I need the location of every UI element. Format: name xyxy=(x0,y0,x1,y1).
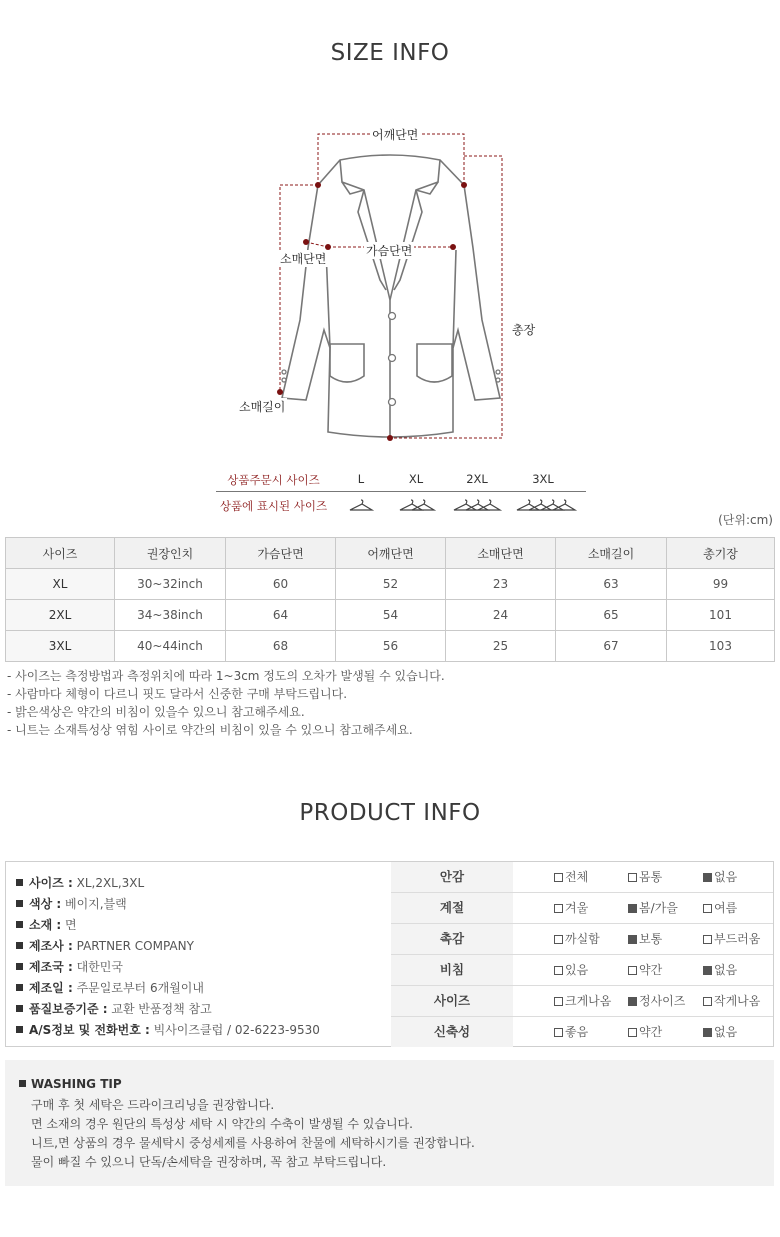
property-label: 계절 xyxy=(391,893,513,923)
table-cell: 56 xyxy=(336,631,446,662)
spec-value: 교환 반품정책 참고 xyxy=(111,1002,212,1016)
header-cell: 소매길이 xyxy=(556,538,667,569)
property-option xyxy=(628,924,662,954)
header-cell: 사이즈 xyxy=(6,538,115,569)
spec-key: 색상 : xyxy=(29,897,62,911)
size-l: L xyxy=(357,472,365,486)
square-bullet-icon xyxy=(16,921,23,928)
spec-key: 제조일 : xyxy=(29,981,73,995)
property-option xyxy=(703,924,760,954)
checkbox-icon xyxy=(554,1028,563,1037)
option-label: 있음 xyxy=(565,963,589,977)
property-option xyxy=(628,986,685,1016)
property-option xyxy=(554,893,588,923)
washing-tip-title xyxy=(19,1077,122,1091)
option-label: 전체 xyxy=(565,870,589,884)
table-cell: 30~32inch xyxy=(115,569,226,600)
square-bullet-icon xyxy=(16,1026,23,1033)
option-label: 겨울 xyxy=(565,901,589,915)
note-line: - 밝은색상은 약간의 비침이 있을수 있으니 참고해주세요. xyxy=(7,705,305,719)
property-option xyxy=(554,955,588,985)
label-sleeve-length: 소매길이 xyxy=(239,400,286,414)
square-bullet-icon xyxy=(19,1080,26,1087)
option-label: 작게나옴 xyxy=(714,994,761,1008)
table-cell: 40~44inch xyxy=(115,631,226,662)
coat-measurement-diagram xyxy=(220,120,540,450)
option-label: 정사이즈 xyxy=(639,994,686,1008)
property-row xyxy=(391,986,773,1017)
checkbox-icon xyxy=(554,966,563,975)
property-row xyxy=(391,862,773,893)
spec-value: 베이지,블랙 xyxy=(65,897,127,911)
table-cell: 34~38inch xyxy=(115,600,226,631)
option-label: 약간 xyxy=(639,1025,663,1039)
washing-tip-line: 면 소재의 경우 원단의 특성상 세탁 시 약간의 수축이 발생될 수 있습니다. xyxy=(31,1117,413,1131)
label-total-length: 총장 xyxy=(512,323,536,337)
property-option xyxy=(703,955,737,985)
checkbox-checked-icon xyxy=(628,904,637,913)
property-row xyxy=(391,955,773,986)
legend-divider xyxy=(216,491,586,492)
checkbox-icon xyxy=(554,997,563,1006)
option-label: 봄/가을 xyxy=(639,901,678,915)
product-info-panel xyxy=(5,861,774,1047)
property-option xyxy=(703,862,737,892)
checkbox-checked-icon xyxy=(628,997,637,1006)
spec-item xyxy=(16,916,77,933)
spec-key: 소재 : xyxy=(29,918,62,932)
option-label: 없음 xyxy=(714,870,738,884)
table-cell: 65 xyxy=(556,600,667,631)
option-label: 없음 xyxy=(714,963,738,977)
option-label: 크게나옴 xyxy=(565,994,612,1008)
order-size-label: 상품주문시 사이즈 xyxy=(227,473,320,487)
product-info-title: PRODUCT INFO xyxy=(299,800,481,826)
spec-key: A/S정보 및 전화번호 : xyxy=(29,1023,150,1037)
table-cell: 24 xyxy=(446,600,556,631)
spec-item xyxy=(16,979,204,996)
spec-value: 대한민국 xyxy=(76,960,123,974)
table-cell: 67 xyxy=(556,631,667,662)
checkbox-icon xyxy=(554,873,563,882)
size-3xl: 3XL xyxy=(532,472,554,486)
size-table-header xyxy=(6,538,775,569)
checkbox-icon xyxy=(628,1028,637,1037)
checkbox-checked-icon xyxy=(703,966,712,975)
table-cell: 23 xyxy=(446,569,556,600)
option-label: 약간 xyxy=(639,963,663,977)
square-bullet-icon xyxy=(16,1005,23,1012)
size-2xl: 2XL xyxy=(466,472,488,486)
hanger-icon-3 xyxy=(452,497,504,513)
table-cell: 2XL xyxy=(6,600,115,631)
header-cell: 권장인치 xyxy=(115,538,226,569)
label-chest-width: 가슴단면 xyxy=(366,244,413,258)
spec-item xyxy=(16,937,194,954)
property-label: 비침 xyxy=(391,955,513,985)
spec-value: 주문일로부터 6개월이내 xyxy=(76,981,204,995)
table-cell: XL xyxy=(6,569,115,600)
property-option xyxy=(628,955,662,985)
spec-value: 빅사이즈클럽 / 02-6223-9530 xyxy=(153,1023,320,1037)
note-line: - 니트는 소재특성상 엮힘 사이로 약간의 비침이 있을 수 있으니 참고해주세요. xyxy=(7,723,413,737)
washing-tip-lines xyxy=(31,1096,475,1172)
table-row xyxy=(6,600,775,631)
table-cell: 63 xyxy=(556,569,667,600)
spec-item xyxy=(16,1021,320,1038)
option-label: 부드러움 xyxy=(714,932,761,946)
spec-item xyxy=(16,895,127,912)
table-cell: 99 xyxy=(667,569,775,600)
table-cell: 64 xyxy=(226,600,336,631)
table-row xyxy=(6,631,775,662)
checkbox-icon xyxy=(628,873,637,882)
checkbox-checked-icon xyxy=(703,1028,712,1037)
table-cell: 3XL xyxy=(6,631,115,662)
hanger-icon-4 xyxy=(515,497,579,513)
table-cell: 103 xyxy=(667,631,775,662)
property-option xyxy=(628,1017,662,1047)
label-sleeve-width: 소매단면 xyxy=(280,252,327,266)
property-label: 촉감 xyxy=(391,924,513,954)
property-row xyxy=(391,924,773,955)
washing-tip-panel xyxy=(5,1060,774,1186)
label-shoulder-width: 어깨단면 xyxy=(372,128,419,142)
property-option xyxy=(554,986,611,1016)
property-option xyxy=(628,893,678,923)
square-bullet-icon xyxy=(16,879,23,886)
spec-key: 제조국 : xyxy=(29,960,73,974)
header-cell: 소매단면 xyxy=(446,538,556,569)
spec-item xyxy=(16,1000,212,1017)
checkbox-icon xyxy=(554,935,563,944)
property-option xyxy=(703,893,737,923)
table-cell: 60 xyxy=(226,569,336,600)
header-cell: 가슴단면 xyxy=(226,538,336,569)
table-cell: 25 xyxy=(446,631,556,662)
washing-tip-line: 구매 후 첫 세탁은 드라이크리닝을 권장합니다. xyxy=(31,1098,275,1112)
spec-item xyxy=(16,958,123,975)
checkbox-icon xyxy=(703,997,712,1006)
size-table xyxy=(5,537,775,662)
property-label: 안감 xyxy=(391,862,513,892)
spec-key: 제조사 : xyxy=(29,939,73,953)
washing-tip-line: 물이 빠질 수 있으니 단독/손세탁을 권장하며, 꼭 참고 부탁드립니다. xyxy=(31,1155,387,1169)
property-label: 신축성 xyxy=(391,1017,513,1047)
option-label: 여름 xyxy=(714,901,738,915)
checkbox-icon xyxy=(703,935,712,944)
header-cell: 어깨단면 xyxy=(336,538,446,569)
property-option xyxy=(554,1017,588,1047)
product-specs xyxy=(6,862,392,1046)
size-hanger-legend xyxy=(216,470,586,520)
table-cell: 101 xyxy=(667,600,775,631)
spec-value: XL,2XL,3XL xyxy=(76,876,145,890)
size-notes xyxy=(7,667,445,739)
unit-label: (단위:cm) xyxy=(718,513,773,527)
checkbox-checked-icon xyxy=(628,935,637,944)
property-option xyxy=(554,924,600,954)
checkbox-icon xyxy=(628,966,637,975)
spec-value: 면 xyxy=(65,918,77,932)
size-info-title: SIZE INFO xyxy=(330,40,450,66)
spec-key: 사이즈 : xyxy=(29,876,73,890)
property-label: 사이즈 xyxy=(391,986,513,1016)
square-bullet-icon xyxy=(16,963,23,970)
note-line: - 사이즈는 측정방법과 측정위치에 따라 1~3cm 정도의 오차가 발생될 수 있습니다. xyxy=(7,669,445,683)
table-row xyxy=(6,569,775,600)
property-option xyxy=(554,862,588,892)
product-properties xyxy=(391,862,773,1046)
header-cell: 총기장 xyxy=(667,538,775,569)
table-cell: 52 xyxy=(336,569,446,600)
option-label: 까실함 xyxy=(565,932,600,946)
note-line: - 사람마다 체형이 다르니 핏도 달라서 신중한 구매 부탁드립니다. xyxy=(7,687,348,701)
square-bullet-icon xyxy=(16,942,23,949)
option-label: 좋음 xyxy=(565,1025,589,1039)
property-option xyxy=(628,862,662,892)
checkbox-icon xyxy=(703,904,712,913)
washing-tip-heading: WASHING TIP xyxy=(31,1077,122,1091)
tag-size-label: 상품에 표시된 사이즈 xyxy=(219,499,328,513)
spec-key: 품질보증기준 : xyxy=(29,1002,108,1016)
option-label: 보통 xyxy=(639,932,663,946)
washing-tip-line: 니트,면 상품의 경우 물세탁시 중성세제를 사용하여 찬물에 세탁하시기를 권장합니다. xyxy=(31,1136,475,1150)
hanger-icon-2 xyxy=(398,497,436,513)
property-row xyxy=(391,1017,773,1047)
property-row xyxy=(391,893,773,924)
hanger-icon-1 xyxy=(348,497,374,513)
table-cell: 68 xyxy=(226,631,336,662)
property-option xyxy=(703,986,760,1016)
square-bullet-icon xyxy=(16,984,23,991)
checkbox-checked-icon xyxy=(703,873,712,882)
property-option xyxy=(703,1017,737,1047)
spec-item xyxy=(16,874,144,891)
size-xl: XL xyxy=(408,472,424,486)
spec-value: PARTNER COMPANY xyxy=(76,939,194,953)
checkbox-icon xyxy=(554,904,563,913)
option-label: 없음 xyxy=(714,1025,738,1039)
table-cell: 54 xyxy=(336,600,446,631)
square-bullet-icon xyxy=(16,900,23,907)
option-label: 몸통 xyxy=(639,870,663,884)
